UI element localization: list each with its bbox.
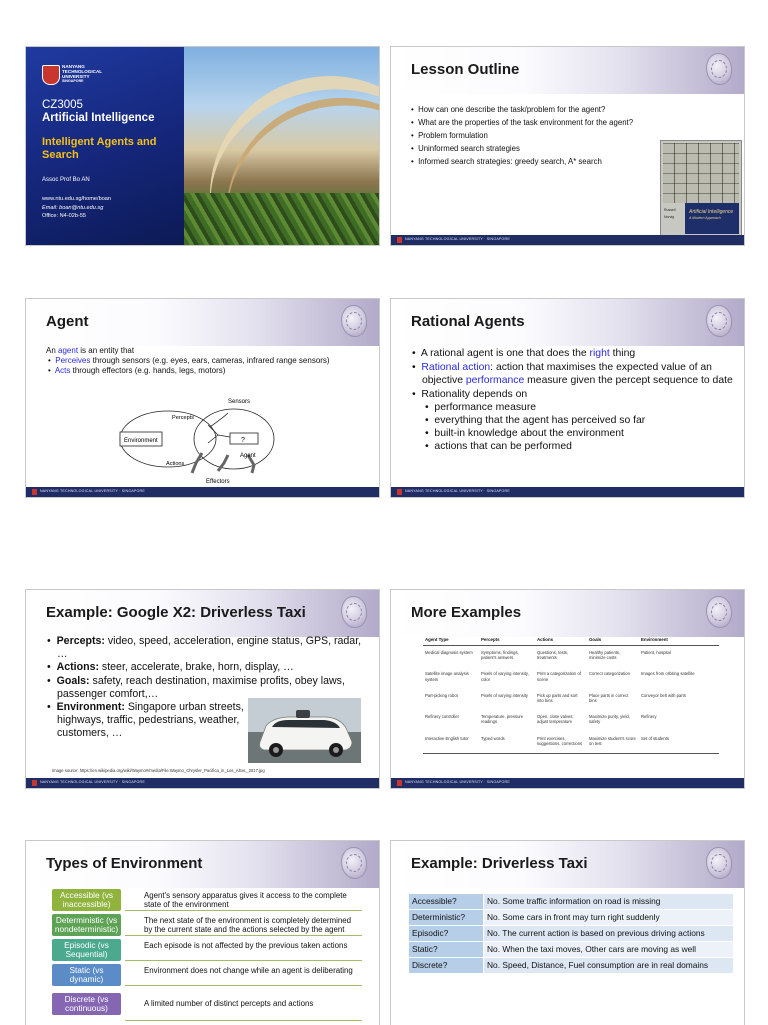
slide-more-examples bbox=[390, 589, 745, 789]
environment-type-description: Agent's sensory apparatus gives it access to the complete state of the environment bbox=[144, 891, 347, 909]
slide-footer: NANYANG TECHNOLOGICAL UNIVERSITY · SINGAPORE bbox=[391, 487, 744, 497]
list-item: • Informed search strategies: greedy search, A* search bbox=[411, 157, 602, 166]
environment-type-label: Accessible (vs inaccessible) bbox=[52, 889, 121, 911]
slide-footer: NANYANG TECHNOLOGICAL UNIVERSITY · SINGAPORE bbox=[26, 778, 379, 788]
agent-examples-table bbox=[423, 634, 719, 754]
environment-type-description: Environment does not change while an agent is deliberating bbox=[144, 966, 353, 975]
lecturer-name: Assoc Prof Bo AN bbox=[42, 177, 90, 183]
ntu-logo-icon bbox=[42, 65, 60, 85]
table-row: Static? No. When the taxi moves, Other cars are moving as well bbox=[409, 942, 734, 958]
environment-label: Environment bbox=[124, 438, 158, 444]
environment-type-description: The next state of the environment is completely determined by the current state and the actions selected by the agent bbox=[144, 916, 352, 934]
environment-type-row bbox=[52, 964, 362, 986]
slide-title: Types of Environment bbox=[46, 855, 203, 872]
slide-types-of-environment bbox=[25, 840, 380, 1025]
table-row: Episodic? No. The current action is based on previous driving actions bbox=[409, 926, 734, 942]
table-row: Part-picking robot Pixels of varying intensity Pick up parts and sort into bins Place parts in correct bins Conveyor belt with parts bbox=[425, 692, 686, 704]
environment-type-row bbox=[52, 939, 362, 961]
slide-rational-agents bbox=[390, 298, 745, 498]
brain-icon bbox=[341, 596, 367, 628]
environment-type-label: Discrete (vs continuous) bbox=[52, 993, 121, 1015]
table-row: Discrete? No. Speed, Distance, Fuel consumption are in real domains bbox=[409, 958, 734, 974]
brain-icon bbox=[706, 53, 732, 85]
lecture-title: Intelligent Agents and Search bbox=[42, 136, 157, 161]
slide-title: More Examples bbox=[411, 604, 522, 621]
list-item: • Environment: Singapore urban streets, highways, traffic, pedestrians, weather, customers, … bbox=[47, 701, 244, 740]
contact-info: www.ntu.edu.sg/home/boan Email: boan@ntu.edu.sg Office: N4-02b-55 bbox=[42, 196, 112, 219]
agent-label: Agent bbox=[240, 453, 256, 459]
list-item: • Problem formulation bbox=[411, 131, 488, 140]
list-item: • Goals: safety, reach destination, maximise profits, obey laws, passenger comfort,… bbox=[47, 674, 345, 700]
table-row: Deterministic? No. Some cars in front may turn right suddenly bbox=[409, 910, 734, 926]
environment-type-label: Static (vs dynamic) bbox=[52, 964, 121, 986]
textbook-cover: Russell Norvig Artificial Intelligence A Modern Approach bbox=[660, 140, 742, 237]
slide-title: Rational Agents bbox=[411, 313, 525, 330]
environment-type-label: Deterministic (vs nondeterministic) bbox=[52, 914, 121, 936]
table-row: Refinery controller Temperature, pressure readings Open, close valves; adjust temperature Maximize purity, yield, safety Refinery bbox=[425, 714, 657, 725]
brain-icon bbox=[341, 847, 367, 879]
brain-icon bbox=[706, 305, 732, 337]
course-heading: CZ3005 Artificial Intelligence bbox=[42, 99, 155, 124]
list-item: • What are the properties of the task environment for the agent? bbox=[411, 118, 634, 127]
waymo-car-photo bbox=[248, 698, 361, 763]
list-item: • Percepts: video, speed, acceleration, engine status, GPS, radar, … bbox=[47, 635, 362, 661]
slide-footer: NANYANG TECHNOLOGICAL UNIVERSITY · SINGAPORE bbox=[391, 778, 744, 788]
brain-icon bbox=[341, 305, 367, 337]
list-item: • actions that can be performed bbox=[425, 441, 572, 453]
unknown-label: ? bbox=[241, 437, 245, 444]
list-item: • everything that the agent has perceived so far bbox=[425, 415, 646, 427]
slide-driverless-taxi-environment bbox=[390, 840, 745, 1025]
slide-footer: NANYANG TECHNOLOGICAL UNIVERSITY · SINGAPORE bbox=[26, 487, 379, 497]
slide-title: Example: Driverless Taxi bbox=[411, 855, 588, 872]
sensors-label: Sensors bbox=[228, 399, 251, 405]
slide-title bbox=[25, 46, 380, 246]
list-item: • Uninformed search strategies bbox=[411, 144, 520, 153]
environment-type-description: Each episode is not affected by the previous taken actions bbox=[144, 941, 348, 950]
rational-agent-text: • A rational agent is one that does the right thing • Rational action: action that maximises the expected value of an objective performance measure given the percept sequence to date • Rationality depends on • performance measure • everything that the agent has perceived so far • built-in knowledge about the environment • actions that can be performed bbox=[412, 348, 733, 453]
list-item: • built-in knowledge about the environment bbox=[425, 428, 624, 440]
environment-type-row bbox=[52, 914, 362, 936]
environment-type-row bbox=[52, 889, 362, 911]
table-row: Accessible? No. Some traffic information on road is missing bbox=[409, 894, 734, 910]
list-item: • How can one describe the task/problem for the agent? bbox=[411, 105, 606, 114]
agent-definition: An agent is an entity that • Perceives through sensors (e.g. eyes, ears, cameras, infrared range sensors) • Acts through effectors (e.g. hands, legs, motors) bbox=[46, 346, 330, 375]
table-row: Satellite image analysis system Pixels of varying intensity, color Print a categorization of scene Correct categorization Images from orbiting satellite bbox=[425, 671, 695, 682]
effectors-label: Effectors bbox=[206, 479, 230, 485]
actions-label: Actions bbox=[166, 461, 185, 467]
brain-icon bbox=[706, 847, 732, 879]
slide-lesson-outline bbox=[390, 46, 745, 246]
slide-title: Lesson Outline bbox=[411, 61, 520, 78]
slide-footer: NANYANG TECHNOLOGICAL UNIVERSITY · SINGAPORE bbox=[391, 235, 744, 245]
agent-environment-diagram bbox=[110, 395, 290, 485]
slide-title: Agent bbox=[46, 313, 89, 330]
list-item: • Actions: steer, accelerate, brake, horn, display, … bbox=[47, 661, 294, 674]
taxi-environment-table bbox=[408, 893, 734, 974]
slide-agent bbox=[25, 298, 380, 498]
list-item: • performance measure bbox=[425, 402, 537, 414]
environment-type-description: A limited number of distinct percepts and actions bbox=[144, 999, 314, 1008]
image-source: Image source: https://en.wikipedia.org/wiki/Waymo#/media/File:Waymo_Chrysler_Pacifica_in_Los_Altos,_2017.jpg bbox=[52, 768, 265, 773]
environment-type-label: Episodic (vs Sequential) bbox=[52, 939, 121, 961]
environment-type-row bbox=[52, 993, 362, 1015]
table-header-row: Agent Type Percepts Actions Goals Environment bbox=[423, 634, 719, 646]
percepts-label: Percepts bbox=[172, 415, 195, 421]
table-row: Medical diagnosis system Symptoms, findings, patient's answers Questions, tests, treatments Healthy patients, minimize costs Patient, hospital bbox=[425, 650, 671, 661]
slide-title: Example: Google X2: Driverless Taxi bbox=[46, 604, 306, 621]
table-row: Interactive English tutor Typed words Print exercises, suggestions, corrections Maximize student's score on test Set of students bbox=[423, 732, 719, 754]
ntu-logo-text: NANYANG TECHNOLOGICAL UNIVERSITY SINGAPORE bbox=[62, 64, 103, 83]
brain-icon bbox=[706, 596, 732, 628]
slide-google-driverless-taxi bbox=[25, 589, 380, 789]
